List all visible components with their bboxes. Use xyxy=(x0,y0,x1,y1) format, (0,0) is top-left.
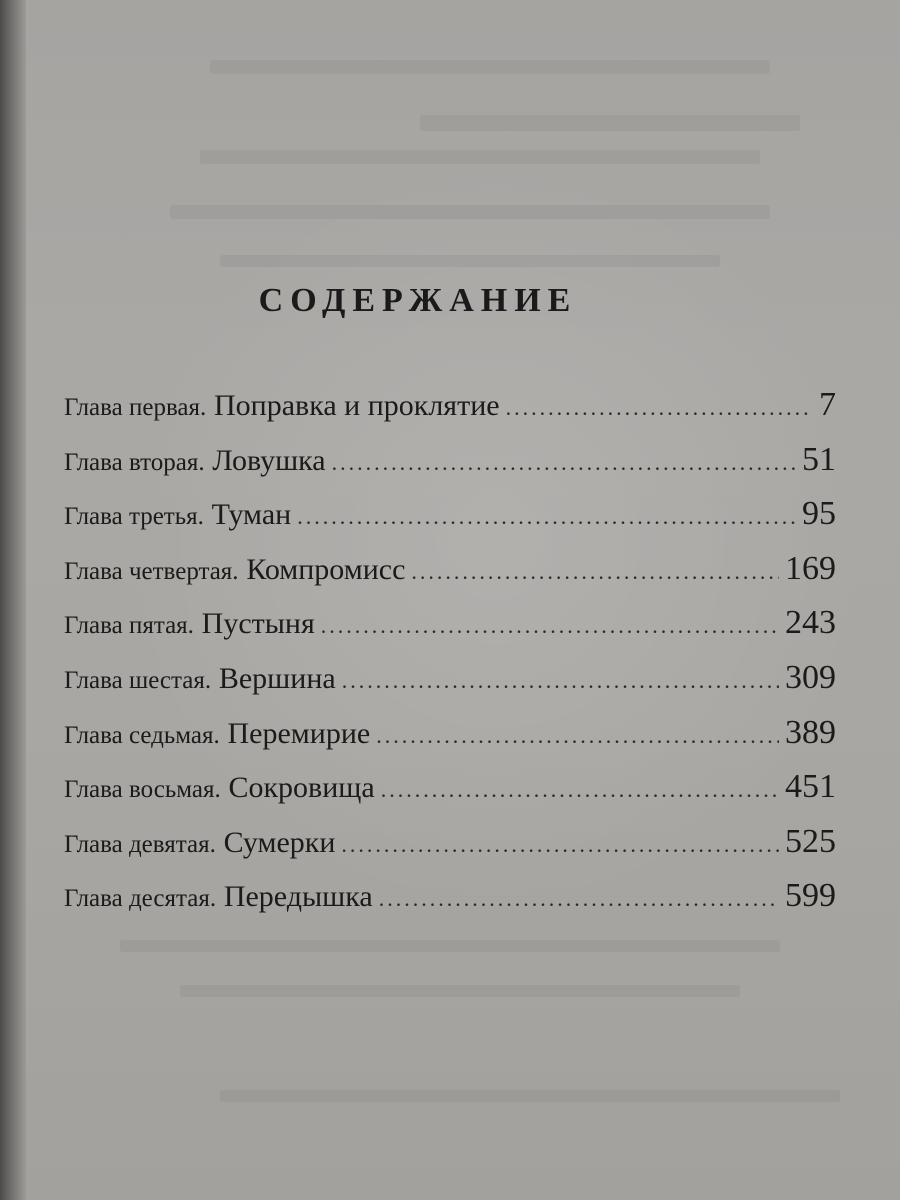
page-number: 7 xyxy=(819,386,836,423)
page-number: 95 xyxy=(802,495,836,533)
show-through-mark xyxy=(220,255,720,267)
page-number: 451 xyxy=(785,768,836,806)
dot-leader xyxy=(411,545,779,599)
page-number: 243 xyxy=(785,604,836,642)
chapter-label: Глава четвертая. xyxy=(64,557,239,585)
dot-leader xyxy=(379,872,779,926)
show-through-mark xyxy=(420,115,800,131)
page-number: 599 xyxy=(785,877,836,915)
chapter-label: Глава седьмая. xyxy=(64,721,220,749)
show-through-mark xyxy=(180,985,740,997)
toc-entry-title xyxy=(64,651,336,708)
dot-leader xyxy=(506,381,813,435)
chapter-title: Вершина xyxy=(218,661,336,695)
toc-entry-title xyxy=(64,542,405,599)
page-number: 389 xyxy=(785,713,836,751)
toc-entry xyxy=(64,706,836,761)
chapter-title: Сумерки xyxy=(223,825,336,859)
toc-entry-title xyxy=(64,706,370,763)
toc-entry-title xyxy=(64,378,500,435)
chapter-label: Глава шестая. xyxy=(64,666,212,694)
show-through-mark xyxy=(220,1090,840,1102)
chapter-title: Сокровища xyxy=(228,771,375,805)
toc-entry xyxy=(64,760,836,815)
chapter-title: Пустыня xyxy=(201,607,315,641)
chapter-title: Поправка и проклятие xyxy=(214,389,500,422)
toc-entry-title xyxy=(64,487,291,544)
dot-leader xyxy=(297,490,796,544)
show-through-mark xyxy=(170,205,770,219)
chapter-title: Туман xyxy=(211,498,292,532)
toc-entry xyxy=(64,815,836,870)
dot-leader xyxy=(341,818,779,872)
page-number: 525 xyxy=(785,822,836,860)
dot-leader xyxy=(321,599,779,653)
chapter-title: Ловушка xyxy=(212,443,326,477)
show-through-mark xyxy=(200,150,760,164)
chapter-label: Глава десятая. xyxy=(64,885,217,913)
toc-entry-title xyxy=(64,596,315,653)
table-of-contents xyxy=(64,378,836,924)
toc-entry xyxy=(64,542,836,597)
toc-entry xyxy=(64,487,836,542)
toc-entry xyxy=(64,433,836,488)
show-through-mark xyxy=(120,940,780,952)
show-through-mark xyxy=(210,60,770,74)
dot-leader xyxy=(342,654,779,708)
page-title: СОДЕРЖАНИЕ xyxy=(258,282,578,319)
page-gutter xyxy=(0,0,26,1200)
chapter-title: Компромисс xyxy=(246,552,406,586)
chapter-title: Перемирие xyxy=(227,716,371,750)
page-number: 169 xyxy=(785,549,836,587)
chapter-label: Глава вторая. xyxy=(64,448,205,476)
chapter-label: Глава восьмая. xyxy=(64,776,221,804)
chapter-title: Передышка xyxy=(223,880,373,914)
toc-entry-title xyxy=(64,433,326,490)
dot-leader xyxy=(381,763,779,817)
chapter-label: Глава третья. xyxy=(64,503,204,531)
toc-entry-title xyxy=(64,760,375,817)
chapter-label: Глава пятая. xyxy=(64,612,194,640)
toc-entry xyxy=(64,596,836,651)
toc-entry xyxy=(64,378,836,433)
toc-entry-title xyxy=(64,815,335,872)
dot-leader xyxy=(376,709,779,763)
toc-entry xyxy=(64,869,836,924)
toc-entry xyxy=(64,651,836,706)
page-number: 51 xyxy=(802,440,836,478)
chapter-label: Глава первая. xyxy=(64,394,207,421)
toc-entry-title xyxy=(64,869,373,926)
page-number: 309 xyxy=(785,658,836,696)
chapter-label: Глава девятая. xyxy=(64,830,216,858)
dot-leader xyxy=(332,436,796,490)
